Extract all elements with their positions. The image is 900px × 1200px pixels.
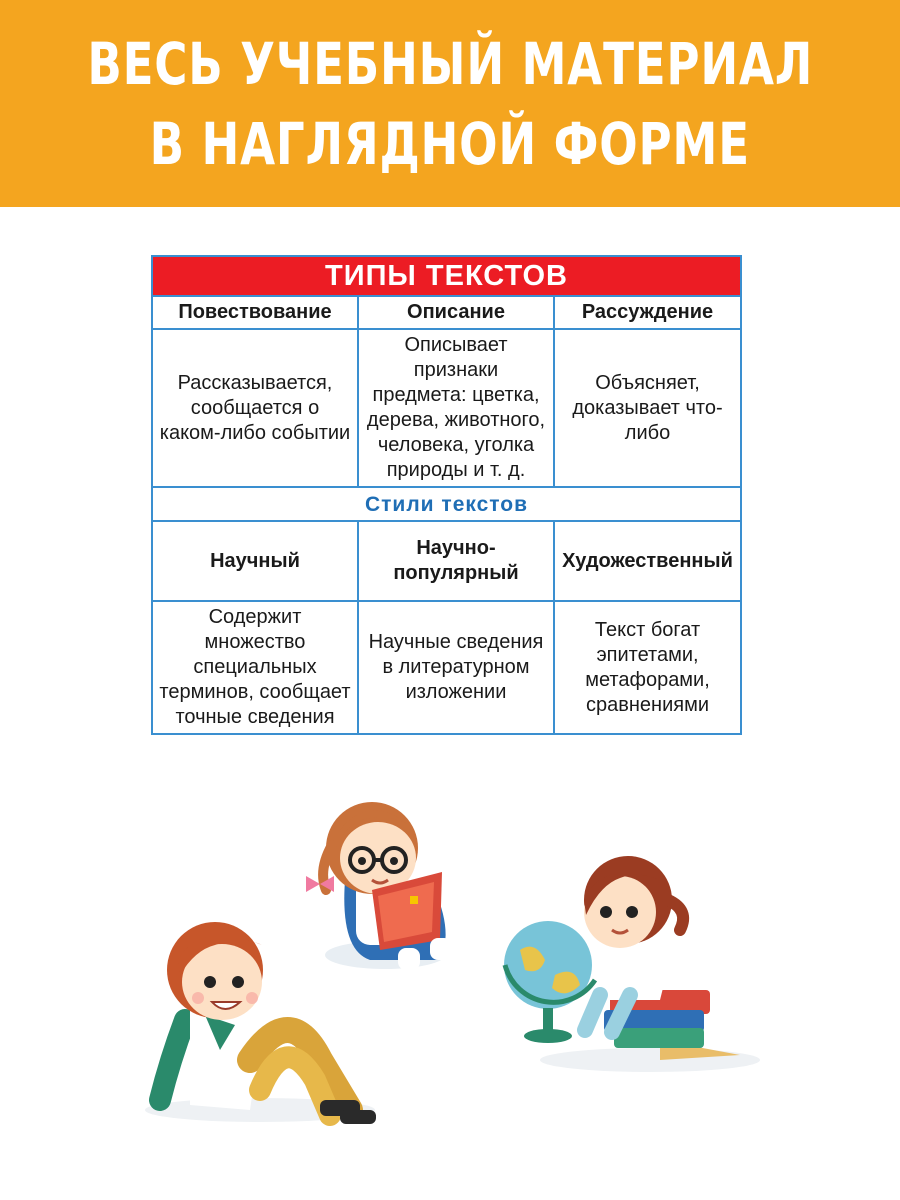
style-desc-popular-science: Научные сведения в литературном изложении xyxy=(358,601,554,734)
type-header-reasoning: Рассуждение xyxy=(554,296,741,329)
style-header-popular-science: Научно-популярный xyxy=(358,521,554,601)
type-desc-reasoning: Объясняет, доказывает что-либо xyxy=(554,329,741,487)
header-banner xyxy=(0,0,900,207)
reading-girl-figure xyxy=(306,802,452,970)
type-header-narration: Повествование xyxy=(152,296,358,329)
text-types-table xyxy=(151,255,742,735)
styles-subtitle: Стили текстов xyxy=(152,487,741,521)
children-illustration xyxy=(0,760,900,1200)
style-header-scientific: Научный xyxy=(152,521,358,601)
type-desc-description: Описывает признаки предмета: цветка, дерева, животного, человека, уголка природы и т. д. xyxy=(358,329,554,487)
banner-title-line-1: ВЕСЬ УЧЕБНЫЙ МАТЕРИАЛ xyxy=(87,29,813,98)
style-header-artistic: Художественный xyxy=(554,521,741,601)
style-desc-scientific: Содержит множество специальных терминов, сообщает точные сведения xyxy=(152,601,358,734)
globe-girl-figure xyxy=(504,856,760,1072)
type-desc-narration: Рассказывается, сообщается о каком-либо событии xyxy=(152,329,358,487)
table-title: ТИПЫ ТЕКСТОВ xyxy=(152,256,741,296)
banner-title-line-2: В НАГЛЯДНОЙ ФОРМЕ xyxy=(149,109,751,178)
type-header-description: Описание xyxy=(358,296,554,329)
style-desc-artistic: Текст богат эпитетами, метафорами, сравнениями xyxy=(554,601,741,734)
